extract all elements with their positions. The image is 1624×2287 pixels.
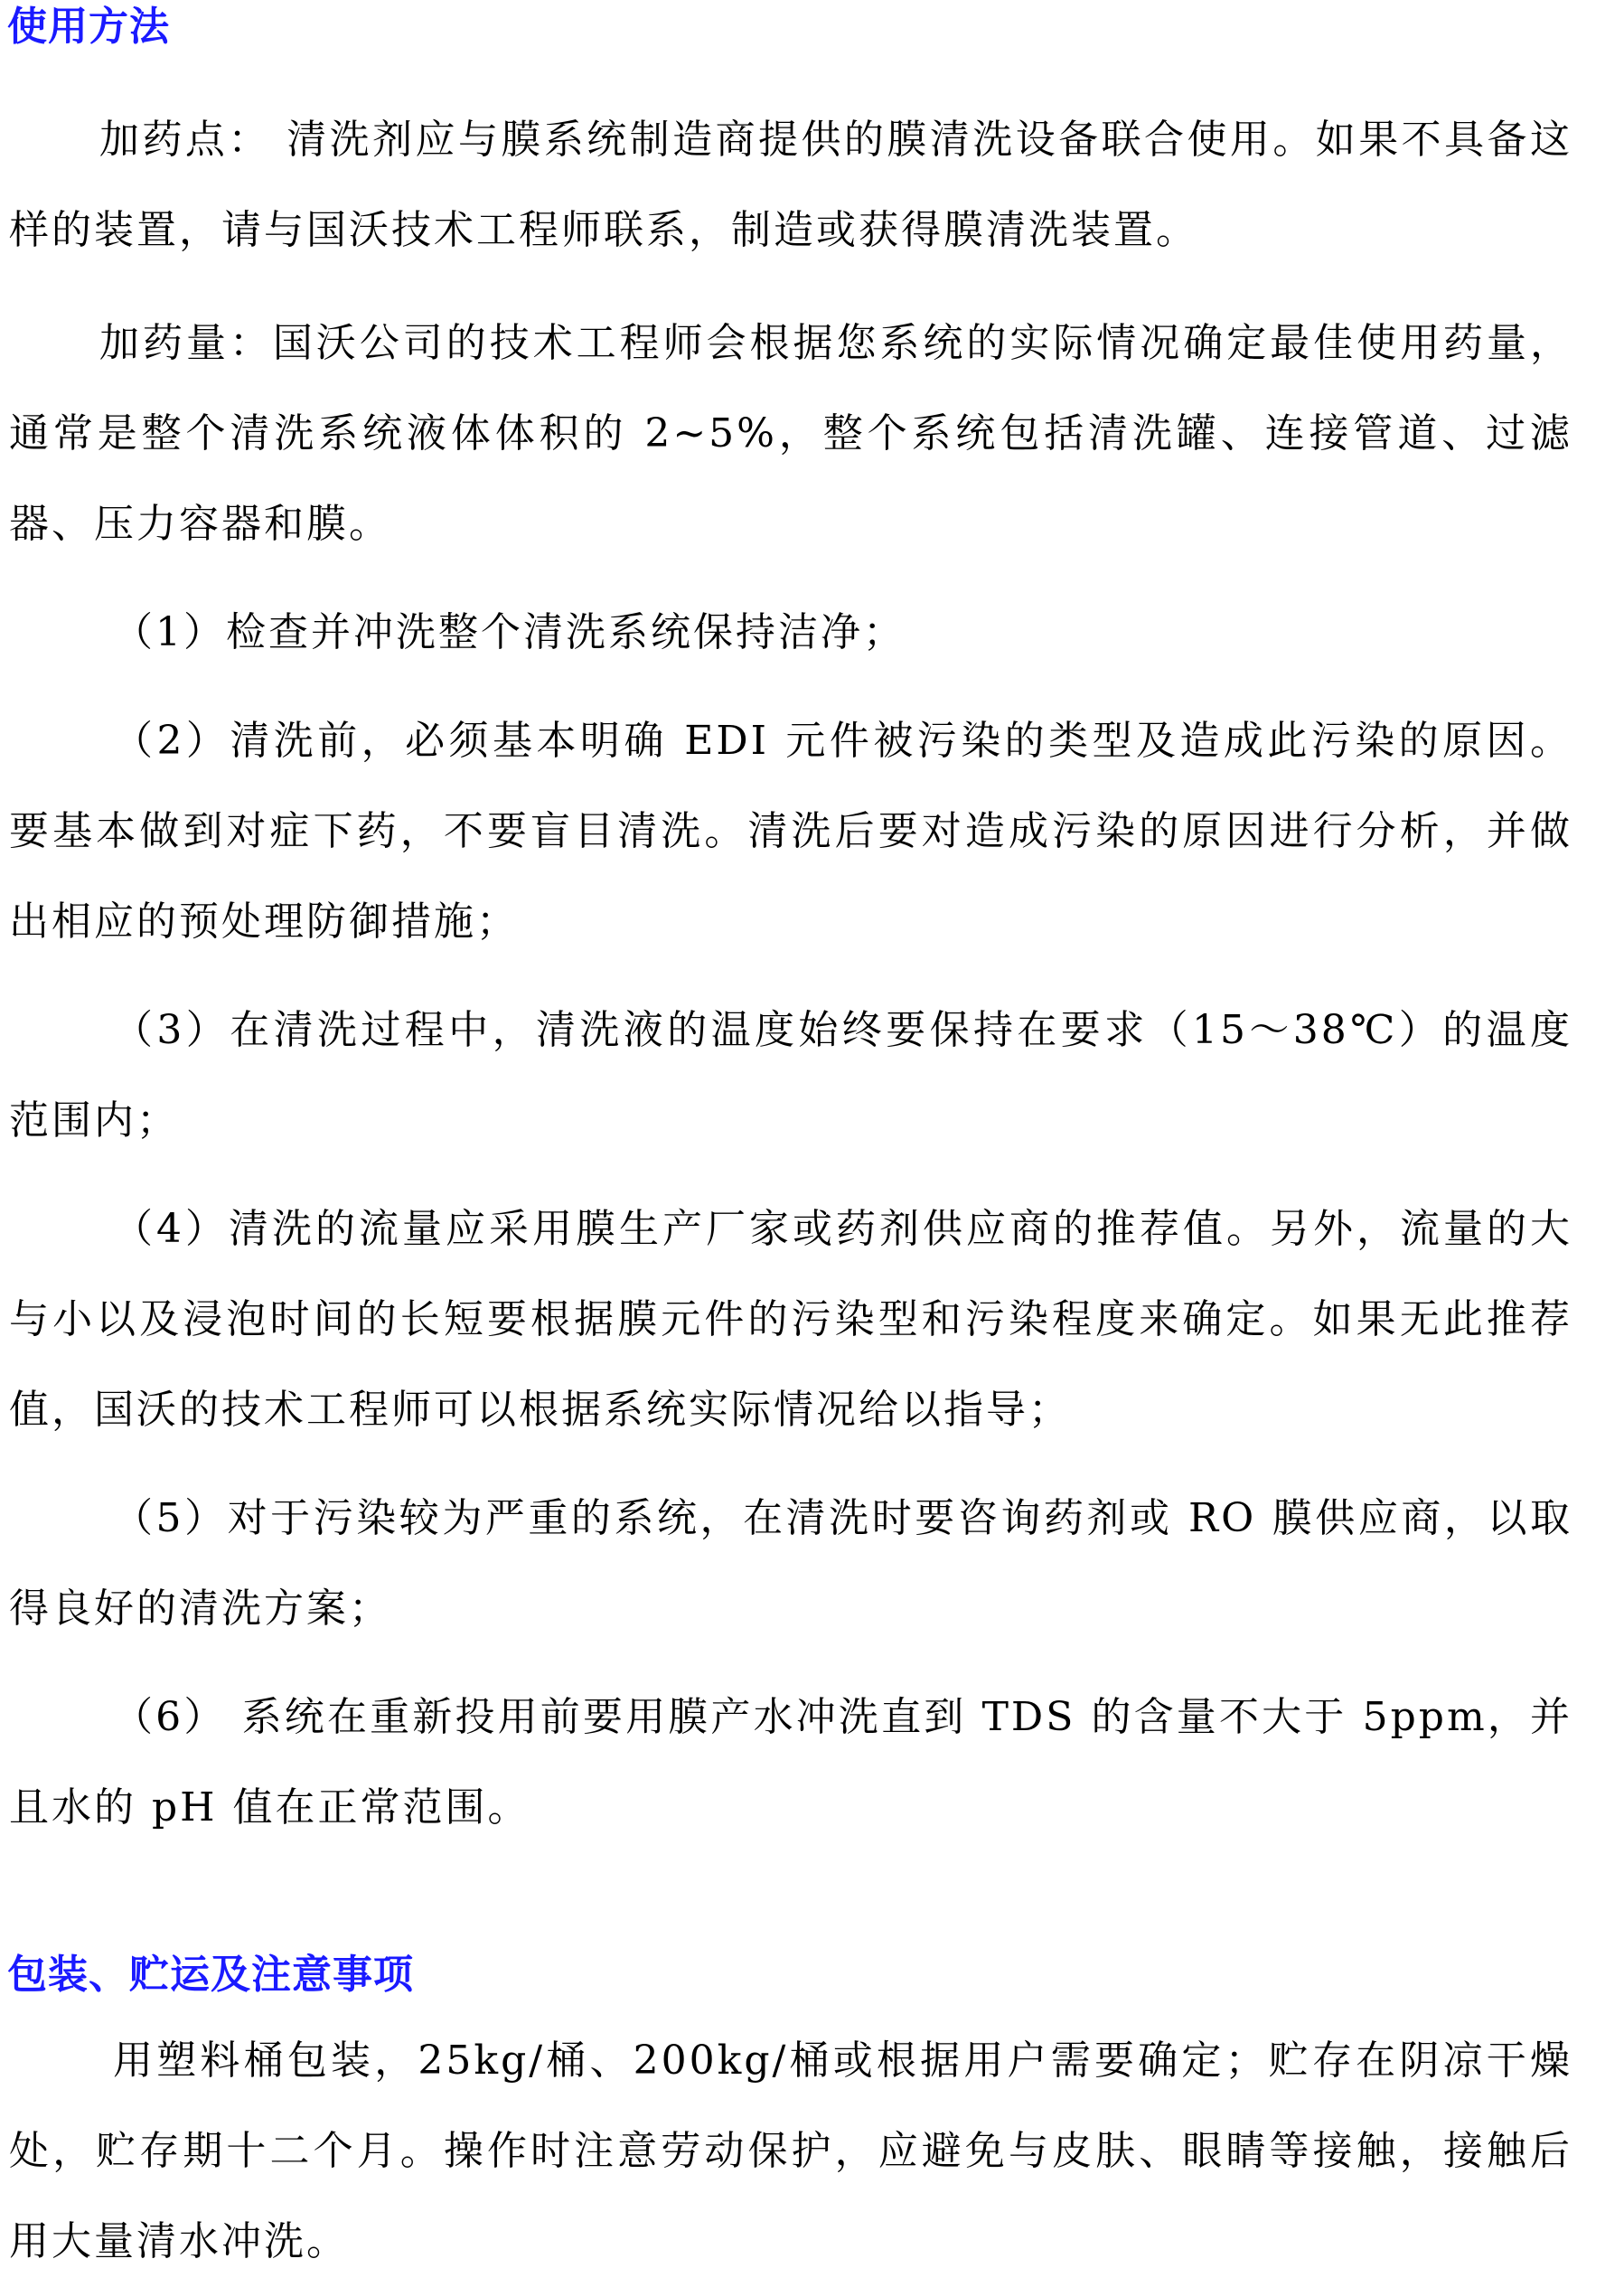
step-1: （1）检查并冲洗整个清洗系统保持洁净；	[113, 609, 906, 655]
step-6: （6） 系统在重新投用前要用膜产水冲洗直到 TDS 的含量不大于 5ppm，并且水的 pH 值在正常范围。	[9, 1694, 1572, 1831]
paragraph-dosing-point: 加药点： 清洗剂应与膜系统制造商提供的膜清洗设备联合使用。如果不具备这样的装置，请与国沃技术工程师联系，制造或获得膜清洗装置。	[9, 117, 1572, 253]
step-3: （3）在清洗过程中，清洗液的温度始终要保持在要求（15～38℃）的温度范围内；	[9, 1007, 1572, 1144]
step-4: （4）清洗的流量应采用膜生产厂家或药剂供应商的推荐值。另外，流量的大与小以及浸泡时间的长短要根据膜元件的污染型和污染程度来确定。如果无此推荐值，国沃的技术工程师可以根据系统实际情况给以指导；	[9, 1206, 1572, 1433]
step-2: （2）清洗前，必须基本明确 EDI 元件被污染的类型及造成此污染的原因。要基本做到对症下药，不要盲目清洗。清洗后要对造成污染的原因进行分析，并做出相应的预处理防御措施；	[9, 718, 1572, 945]
section-title-usage: 使用方法	[7, 4, 170, 50]
paragraph-dosage: 加药量：国沃公司的技术工程师会根据您系统的实际情况确定最佳使用药量，通常是整个清洗系统液体体积的 2~5%，整个系统包括清洗罐、连接管道、过滤器、压力容器和膜。	[9, 320, 1572, 547]
paragraph-packaging: 用塑料桶包装，25kg/桶、200kg/桶或根据用户需要确定；贮存在阴凉干燥处，贮存期十二个月。操作时注意劳动保护，应避免与皮肤、眼睛等接触，接触后用大量清水冲洗。	[9, 2038, 1572, 2264]
step-5: （5）对于污染较为严重的系统，在清洗时要咨询药剂或 RO 膜供应商，以取得良好的清洗方案；	[9, 1495, 1572, 1632]
section-title-packaging: 包装、贮运及注意事项	[7, 1952, 414, 1998]
